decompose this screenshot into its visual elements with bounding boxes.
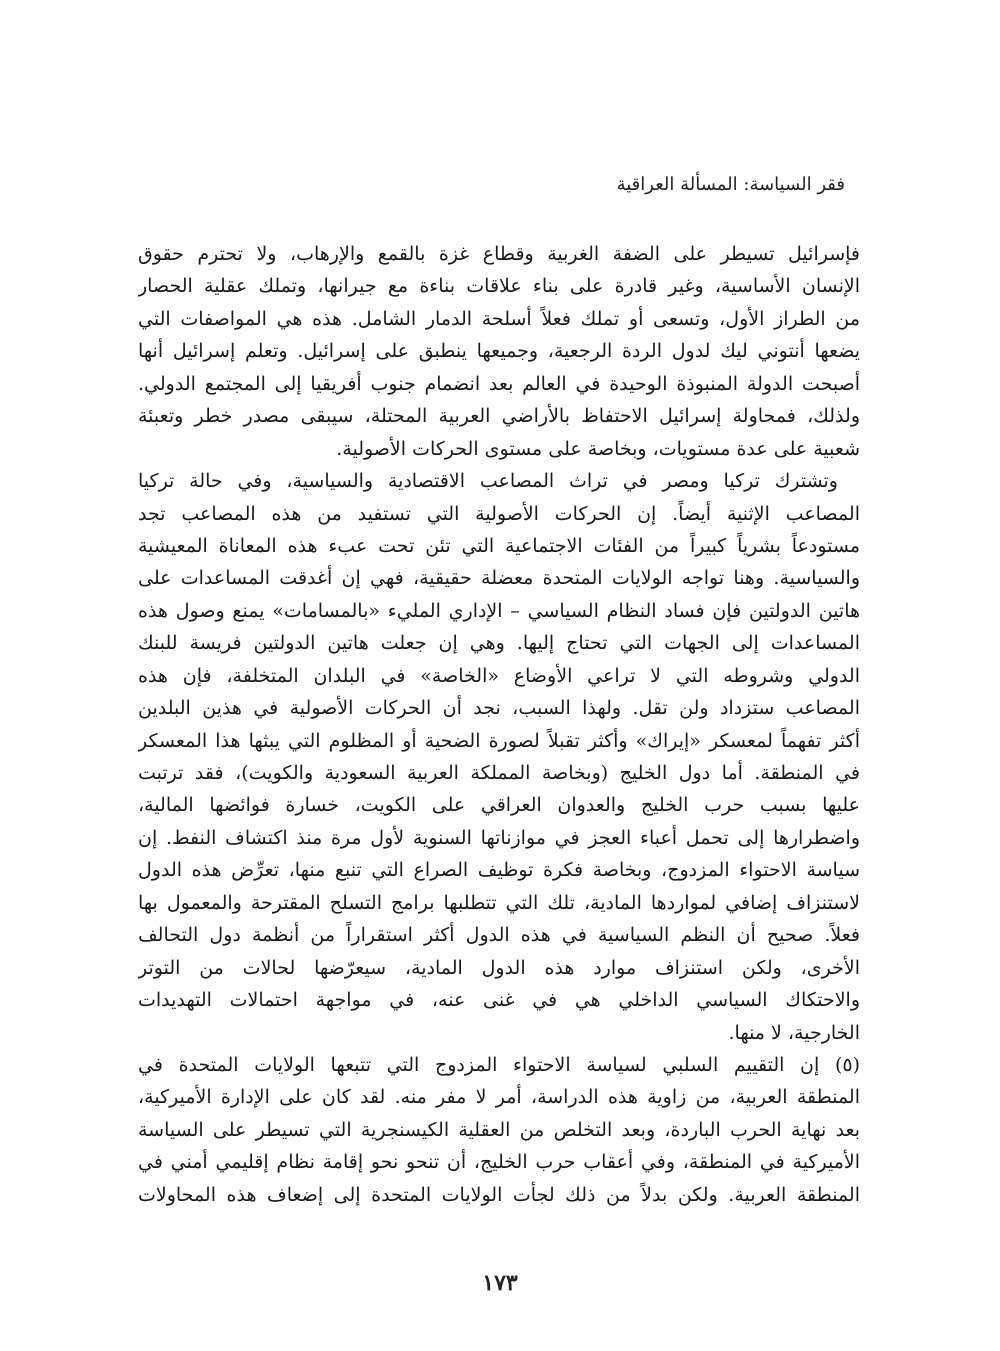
body-text: [138, 238, 860, 1211]
text-line: أصبحت الدولة المنبوذة الوحيدة في العالم بعد انضمام جنوب أفريقيا إلى المجتمع الدولي.: [138, 372, 860, 395]
page-number: ١٧٣: [482, 1270, 518, 1296]
text-line: يضعها أنتوني ليك لدول الردة الرجعية، وجميعها ينطبق على إسرائيل. وتعلم إسرائيل أنها: [138, 340, 860, 363]
text-line: واضطرارها إلى تحمل أعباء العجز في موازناتها السنوية لأول مرة منذ اكتشاف النفط. إن: [138, 826, 860, 849]
running-header: فقر السياسة: المسألة العراقية: [616, 174, 845, 195]
text-line: شعبية على عدة مستويات، وبخاصة على مستوى الحركات الأصولية.: [336, 437, 860, 460]
text-line: مستودعاً بشرياً كبيراً من الفئات الاجتماعية التي تئن تحت عبء هذه المعاناة المعيشية: [138, 534, 860, 557]
text-line: الدولي وشروطه التي لا تراعي الأوضاع «الخاصة» في البلدان المتخلفة، فإن هذه: [138, 664, 860, 687]
text-line: المصاعب الإثنية أيضاً. إن الحركات الأصولية التي تستفيد من هذه المصاعب تجد: [138, 502, 860, 525]
text-line: المصاعب ستزداد ولن تقل. ولهذا السبب، نجد أن الحركات الأصولية في هذين البلدين: [138, 697, 860, 720]
text-line: وتشترك تركيا ومصر في تراث المصاعب الاقتصادية والسياسية، وفي حالة تركيا: [138, 470, 838, 493]
text-line: فعلاً. صحيح أن النظم السياسية في هذه الدول أكثر استقراراً من أنظمة دول التحالف: [138, 924, 860, 947]
text-line: هاتين الدولتين فإن فساد النظام السياسي – الإداري المليء «بالمسامات» يمنع وصول هذه: [138, 599, 860, 622]
text-line: المساعدات إلى الجهات التي تحتاج إليها. وهي إن جعلت هاتين الدولتين فريسة للبنك: [138, 632, 860, 655]
text-line: عليها بسبب حرب الخليج والعدوان العراقي على الكويت، خسارة فوائضها المالية،: [138, 794, 860, 817]
text-line: الأميركية في المنطقة، وفي أعقاب حرب الخليج، أن تنحو نحو إقامة نظام إقليمي أمني في: [138, 1151, 860, 1174]
text-line: في المنطقة. أما دول الخليج (وبخاصة المملكة العربية السعودية والكويت)، فقد ترتبت: [138, 762, 860, 784]
text-line: (٥) إن التقييم السلبي لسياسة الاحتواء المزدوج التي تتبعها الولايات المتحدة في: [138, 1053, 860, 1076]
text-line: الخارجية، لا منها.: [728, 1021, 860, 1044]
text-line: بعد نهاية الحرب الباردة، وبعد التخلص من العقلية الكيسنجرية التي تسيطر على السياسة: [138, 1118, 860, 1141]
text-line: من الطراز الأول، وتسعى أو تملك فعلاً أسلحة الدمار الشامل. هذه هي المواصفات التي: [138, 307, 860, 330]
text-line: والاحتكاك السياسي الداخلي هي في غنى عنه، في مواجهة احتمالات التهديدات: [138, 989, 860, 1012]
text-line: سياسة الاحتواء المزدوج، وبخاصة فكرة توظيف الصراع التي تنبع منها، تعرِّض هذه الدول: [138, 859, 860, 882]
text-line: أكثر تفهماً لمعسكر «إيراك» وأكثر تقبلاً لصورة الضحية أو المظلوم التي يبثها هذا المعسكر: [138, 729, 860, 752]
text-line: الإنسان الأساسية، وغير قادرة على بناء علاقات بناءة مع جيرانها، وتملك عقلية الحصار: [138, 275, 860, 298]
text-line: الأخرى، ولكن استنزاف موارد هذه الدول المادية، سيعرّضها لحالات من التوتر: [138, 956, 860, 979]
text-line: والسياسية. وهنا تواجه الولايات المتحدة معضلة حقيقية، فهي إن أغدقت المساعدات على: [138, 567, 860, 590]
text-line: المنطقة العربية، من زاوية هذه الدراسة، أمر لا مفر منه. لقد كان على الإدارة الأميركية،: [138, 1086, 860, 1109]
text-line: لاستنزاف إضافي لمواردها المادية، تلك التي تتطلبها برامج التسلح المقترحة والمعمول بها: [138, 891, 860, 914]
text-line: المنطقة العربية. ولكن بدلاً من ذلك لجأت الولايات المتحدة إلى إضعاف هذه المحاولات: [138, 1183, 860, 1206]
text-line: فإسرائيل تسيطر على الضفة الغربية وقطاع غزة بالقمع والإرهاب، ولا تحترم حقوق: [138, 243, 860, 265]
text-line: ولذلك، فمحاولة إسرائيل الاحتفاظ بالأراضي العربية المحتلة، سيبقى مصدر خطر وتعبئة: [138, 405, 860, 428]
